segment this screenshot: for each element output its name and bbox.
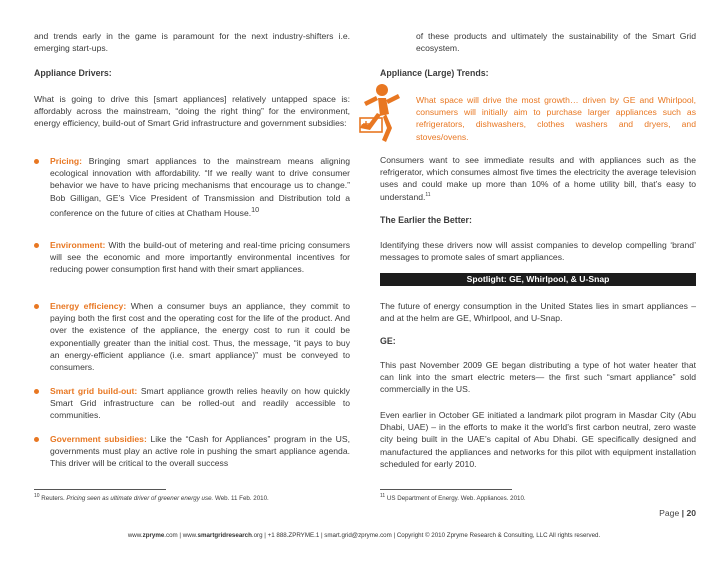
footnote-divider	[34, 489, 166, 490]
identifying-paragraph: Identifying these drivers now will assist companies to develop compelling ‘brand’ messages to promote sales of smart appliances.	[380, 240, 696, 263]
consumers-paragraph: Consumers want to see immediate results and with appliances such as the refrigerator, which consumes almost five times the electricity the average television uses and could make up more than 10% of a home utility bill, that’s easy to understand.$^{11}$	[380, 155, 696, 202]
bullet-text: Bringing smart appliances to the mainstream means aligning ecological innovation with affordability. “If we really want to drive consumer behavior we have to have pricing mechanisms that encourage us to change.” Bob Gilligan, GE’s Vice President of Transmission and Distribution told a conference on the future of cities at Chatham House.	[50, 156, 350, 218]
footer-contact: | +1 888.ZPRYME.1 | smart.grid@zpryme.com | Copyright © 2010 Zpryme Research & Consulting, LLC All rights reserved.	[262, 532, 601, 539]
bullet-term: Environment:	[50, 240, 106, 250]
footnote-11: $^{11}$ US Department of Energy. Web. Appliances. 2010.	[380, 492, 526, 502]
earlier-heading: The Earlier the Better:	[380, 215, 472, 225]
bullet-text: With the build-out of metering and real-time pricing consumers will see the economic and more importantly environmental incentives for reducing power consumption first hand with their smart appliances.	[50, 240, 350, 275]
zpryme-link[interactable]: zpryme	[142, 532, 165, 539]
drivers-heading: Appliance Drivers:	[34, 68, 112, 78]
drivers-paragraph: What is going to drive this [smart appliances] relatively untapped space is: affordably across the mainstream, “doing the right thing” for the environment, energy efficiency, build-out of Smart Grid infrastructure and government subsidies:	[34, 94, 350, 129]
bullet-dot-icon	[34, 437, 39, 442]
bullet-text: When a consumer buys an appliance, they commit to paying both the first cost and the operating cost for the life of the product. And over the existence of the appliance, the energy cost to run it could be exponentially greater than the initial cost. Thus, the message, “it pays to buy an energy-efficient appliance (i.e. smart appliance)” must be conveyed to consumers.	[50, 301, 350, 373]
list-item	[34, 300, 350, 373]
running-figure-icon	[356, 82, 406, 146]
right-intro: of these products and ultimately the sustainability of the Smart Grid ecosystem.	[416, 31, 696, 54]
bullet-dot-icon	[34, 304, 39, 309]
footnote-ref: 11	[425, 191, 431, 198]
list-item	[34, 433, 350, 470]
list-item	[34, 155, 350, 219]
footer: www.zpryme.com | www.smartgridresearch.org | +1 888.ZPRYME.1 | smart.grid@zpryme.com | Copyright © 2010 Zpryme Research & Consulting, LLC All rights reserved.	[127, 532, 601, 539]
spotlight-banner: Spotlight: GE, Whirlpool, & U-Snap	[380, 273, 696, 286]
bullet-text: Smart appliance growth relies heavily on how quickly Smart Grid infrastructure can be rolled-out and readily accessible to communities.	[50, 386, 350, 421]
bullet-dot-icon	[34, 389, 39, 394]
bullet-dot-icon	[34, 243, 39, 248]
list-item	[34, 385, 350, 422]
bullet-term: Government subsidies:	[50, 434, 147, 444]
bullet-text: Like the “Cash for Appliances” program in the US, governments must play an active role in pushing the smart appliance agenda. This driver will be critical to the overall success	[50, 434, 350, 469]
bullet-term: Energy efficiency:	[50, 301, 127, 311]
smartgridresearch-link[interactable]: smartgridresearch	[197, 532, 252, 539]
bullet-dot-icon	[34, 159, 39, 164]
footnote-divider	[380, 489, 512, 490]
list-item	[34, 239, 350, 276]
pull-quote: What space will drive the most growth… driven by GE and Whirlpool, consumers will initially aim to purchase larger appliances such as refrigerators, dishwashers, clothes washers and dryers, and stoves/ovens.	[416, 95, 696, 142]
page-number: Page | 20	[659, 508, 696, 518]
bullet-term: Smart grid build-out:	[50, 386, 138, 396]
ge-paragraph-2: Even earlier in October GE initiated a landmark pilot program in Masdar City (Abu Dhabi, UAE) – in the efforts to make it the world’s first carbon neutral, zero waste city being built in the UAE’s capital of Abu Dhabi. GE specifically designed and manufactured the appliances and networks for this pilot with equipment installation scheduled for early 2010.	[380, 410, 696, 469]
footnote-10: $^{10}$ Reuters. Pricing seen as ultimate driver of greener energy use. Web. 11 Feb. 2010.	[34, 492, 269, 502]
left-intro: and trends early in the game is paramount for the next industry-shifters i.e. emerging start-ups.	[34, 31, 350, 54]
ge-paragraph-1: This past November 2009 GE began distributing a type of hot water heater that can link into the smart electric meters— the first such “smart appliance” sold commercially in the US.	[380, 360, 696, 395]
future-paragraph: The future of energy consumption in the United States lies in smart appliances – and at the helm are GE, Whirlpool, and U-Snap.	[380, 301, 696, 324]
footnote-ref: 10	[251, 205, 260, 214]
trends-heading: Appliance (Large) Trends:	[380, 68, 489, 78]
ge-heading: GE:	[380, 336, 396, 346]
bullet-term: Pricing:	[50, 156, 82, 166]
